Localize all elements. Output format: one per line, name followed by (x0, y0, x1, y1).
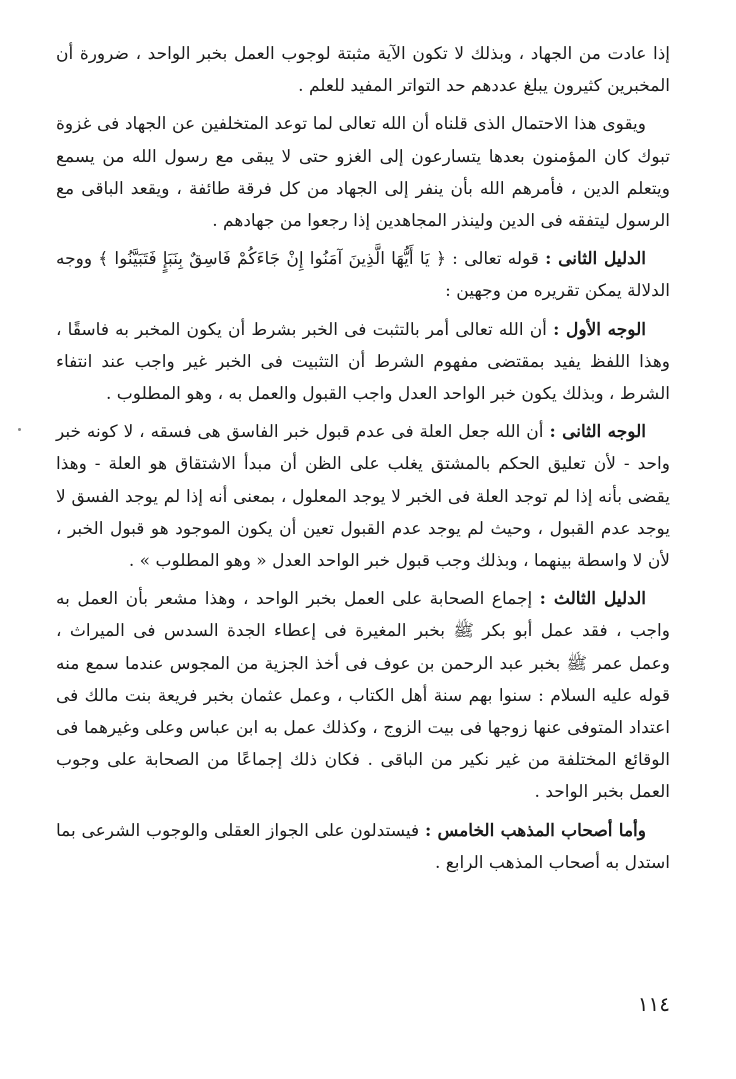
paragraph-1-text: إذا عادت من الجهاد ، وبذلك لا تكون الآية مثبتة لوجوب العمل بخبر الواحد ، ضرورة أن المخبرين كثيرون يبلغ عددهم حد التواتر المفيد للعلم . (56, 44, 670, 97)
paragraph-3-text: قوله تعالى : ﴿ يَا أَيُّهَا الَّذِينَ آمَنُوا إِنْ جَاءَكُمْ فَاسِقٌ بِنَبَإٍ فَتَبَيَّنُوا ﴾ ووجه الدلالة يمكن تقريره من وجهين : (56, 249, 670, 302)
page-number: ١١٤ (637, 992, 670, 1016)
paragraph-5-text: أن الله جعل العلة فى عدم قبول خبر الفاسق هى فسقه ، لا كونه خبر واحد - لأن تعليق الحكم بالمشتق يغلب على الظن أن مبدأ الاشتقاق هو العلة - وهذا يقضى بأنه إذا لم توجد العلة فى الخبر لا يوجد المعلول ، بمعنى أنه إذا لم يوجد الفسق لا يوجد عدم القبول ، وحيث لم يوجد عدم القبول تعين أن يكون الموجود هو قبول الخبر ، لأن لا واسطة بينهما ، وبذلك وجب قبول خبر الواحد العدل « وهو المطلوب » . (56, 422, 670, 572)
paragraph-7-text: فيستدلون على الجواز العقلى والوجوب الشرعى بما استدل به أصحاب المذهب الرابع . (56, 820, 670, 873)
margin-speck (18, 428, 21, 431)
paragraph-4-head: الوجه الأول : (553, 319, 646, 340)
paragraph-4-text: أن الله تعالى أمر بالتثبت فى الخبر بشرط أن يكون المخبر به فاسقًا ، وهذا اللفظ يفيد بمقتضى مفهوم الشرط أن التثبيت فى الخبر غير واجب عند انتفاء الشرط ، وبذلك يكون خبر الواحد العدل واجب القبول والعمل به ، وهو المطلوب . (56, 319, 670, 405)
paragraph-2 (56, 108, 670, 237)
paragraph-5 (56, 416, 670, 577)
paragraph-6-text: إجماع الصحابة على العمل بخبر الواحد ، وهذا مشعر بأن العمل به واجب ، فقد عمل أبو بكر ﷺ بخبر المغيرة فى إعطاء الجدة السدس فى الميراث ، وعمل عمر ﷺ بخبر عبد الرحمن بن عوف فى أخذ الجزية من المجوس عندما سمع منه قوله عليه السلام : سنوا بهم سنة أهل الكتاب ، وعمل عثمان بخبر فريعة بنت مالك فى اعتداد المتوفى عنها زوجها فى بيت الزوج ، وكذلك عمل به ابن عباس وعلى وغيرهما فى الوقائع المختلفة من غير نكير من الباقى . فكان ذلك إجماعًا من الصحابة على وجوب العمل بخبر الواحد . (56, 589, 670, 803)
paragraph-6-head: الدليل الثالث : (539, 589, 646, 610)
page-body (56, 38, 670, 885)
paragraph-4 (56, 314, 670, 411)
paragraph-5-head: الوجه الثانى : (549, 422, 646, 443)
paragraph-7 (56, 815, 670, 879)
paragraph-1 (56, 38, 670, 102)
paragraph-3 (56, 243, 670, 307)
paragraph-6 (56, 583, 670, 808)
paragraph-3-head: الدليل الثانى : (545, 249, 646, 270)
paragraph-2-text: ويقوى هذا الاحتمال الذى قلناه أن الله تعالى لما توعد المتخلفين عن الجهاد فى غزوة تبوك كان المؤمنون بعدها يتسارعون إلى الغزو حتى لا يبقى مع رسول الله من يسمع ويتعلم الدين ، فأمرهم الله بأن ينفر إلى الجهاد من كل فرقة طائفة ، ويقعد الباقى مع الرسول ليتفقه فى الدين ولينذر المجاهدين إذا رجعوا من جهادهم . (56, 114, 670, 232)
paragraph-7-head: وأما أصحاب المذهب الخامس : (424, 820, 646, 841)
